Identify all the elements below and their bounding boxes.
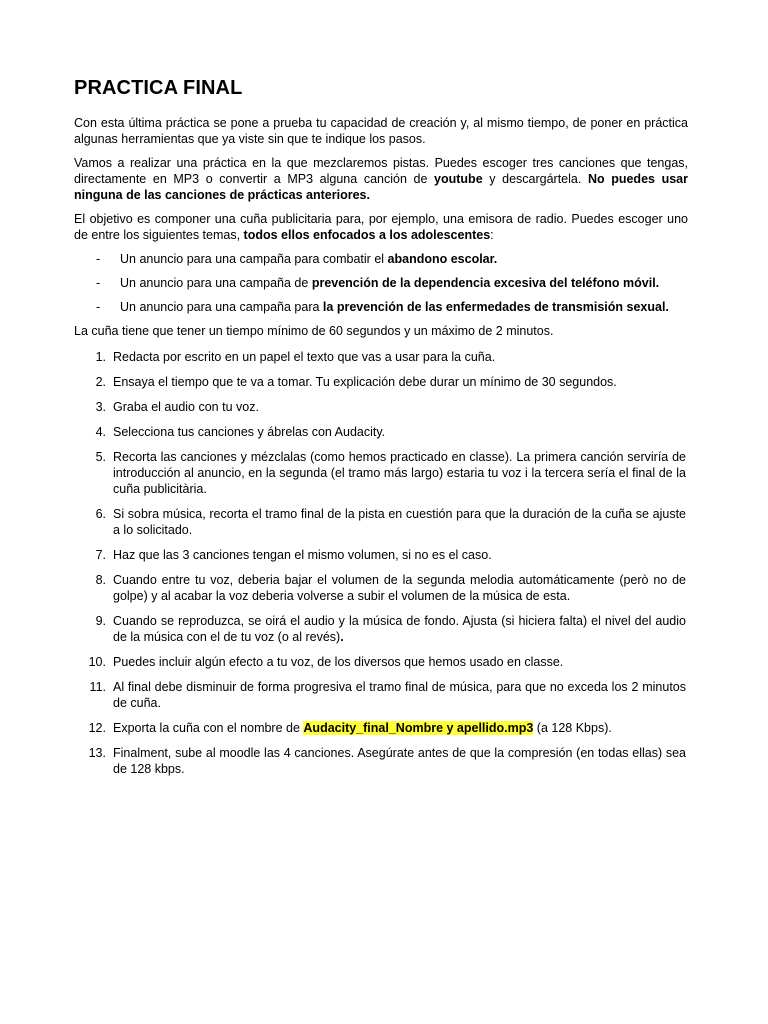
step-item: 12. Exporta la cuña con el nombre de Audacity_final_Nombre y apellido.mp3 (a 128 Kbps). <box>88 721 612 735</box>
objective-paragraph: El objetivo es componer una cuña publicitaria para, por ejemplo, una emisora de radio. Puedes escoger uno de entre los siguientes temas, todos ellos enfocados a los adolescentes: <box>74 212 688 242</box>
step-item: 5. Recorta las canciones y mézclalas (como hemos practicado en classe). La primera canción serviría de introducción al anuncio, en la segunda (el tramo más largo) estaria tu voz i la tercera sería el final de la cuña publicitària. <box>95 450 686 496</box>
step-item: 9. Cuando se reproduzca, se oirá el audio y la música de fondo. Ajusta (si hiciera falta) el nivel del audio de la música con el de tu voz (o al revés). <box>95 614 686 644</box>
adolescents-focus: todos ellos enfocados a los adolescentes <box>243 228 491 242</box>
step-item: 11. Al final debe disminuir de forma progresiva el tramo final de música, para que no exceda los 2 minutos de cuña. <box>89 680 686 710</box>
step-item: 7. Haz que las 3 canciones tengan el mismo volumen, si no es el caso. <box>95 548 492 562</box>
step-item: 1. Redacta por escrito en un papel el texto que vas a usar para la cuña. <box>95 350 496 364</box>
topic-list <box>74 251 688 315</box>
step-item: 3. Graba el audio con tu voz. <box>95 400 259 414</box>
export-filename-highlight: Audacity_final_Nombre y apellido.mp3 <box>303 721 534 735</box>
step-item: 10. Puedes incluir algún efecto a tu voz, de los diversos que hemos usado en classe. <box>88 655 564 669</box>
page-title: PRACTICA FINAL <box>74 77 243 99</box>
topic-item: - Un anuncio para una campaña para la prevención de las enfermedades de transmisión sexual. <box>96 300 669 314</box>
no-previous-songs-warning: No puedes usar ninguna de las canciones de prácticas anteriores. <box>74 172 688 202</box>
step-item: 2. Ensaya el tiempo que te va a tomar. Tu explicación debe durar un mínimo de 30 segundos. <box>95 375 617 389</box>
step-item: 13. Finalment, sube al moodle las 4 canciones. Asegúrate antes de que la compresión (en todas ellas) sea de 128 kbps. <box>88 746 686 776</box>
steps-list <box>74 349 688 777</box>
document-page <box>74 74 688 786</box>
step-item: 6. Si sobra música, recorta el tramo final de la pista en cuestión para que la duración de la cuña se ajuste a lo solicitado. <box>95 507 686 537</box>
topic-item: - Un anuncio para una campaña para combatir el abandono escolar. <box>96 252 498 266</box>
songs-paragraph: Vamos a realizar una práctica en la que mezclaremos pistas. Puedes escoger tres canciones que tengas, directamente en MP3 o convertir a MP3 alguna canción de youtube y descargártela. No puedes usar ninguna de las canciones de prácticas anteriores. <box>74 156 688 202</box>
duration-note: La cuña tiene que tener un tiempo mínimo de 60 segundos y un máximo de 2 minutos. <box>74 324 554 338</box>
step-item: 8. Cuando entre tu voz, deberia bajar el volumen de la segunda melodia automáticamente (però no de golpe) y al acabar la voz deberia volverse a subir el volumen de la música de esta. <box>95 573 686 603</box>
youtube-term: youtube <box>434 172 483 186</box>
intro-paragraph: Con esta última práctica se pone a prueba tu capacidad de creación y, al mismo tiempo, de poner en práctica algunas herramientas que ya viste sin que te indique los pasos. <box>74 116 688 146</box>
step-item: 4. Selecciona tus canciones y ábrelas con Audacity. <box>95 425 386 439</box>
topic-item: - Un anuncio para una campaña de prevención de la dependencia excesiva del teléfono móvil. <box>96 276 660 290</box>
